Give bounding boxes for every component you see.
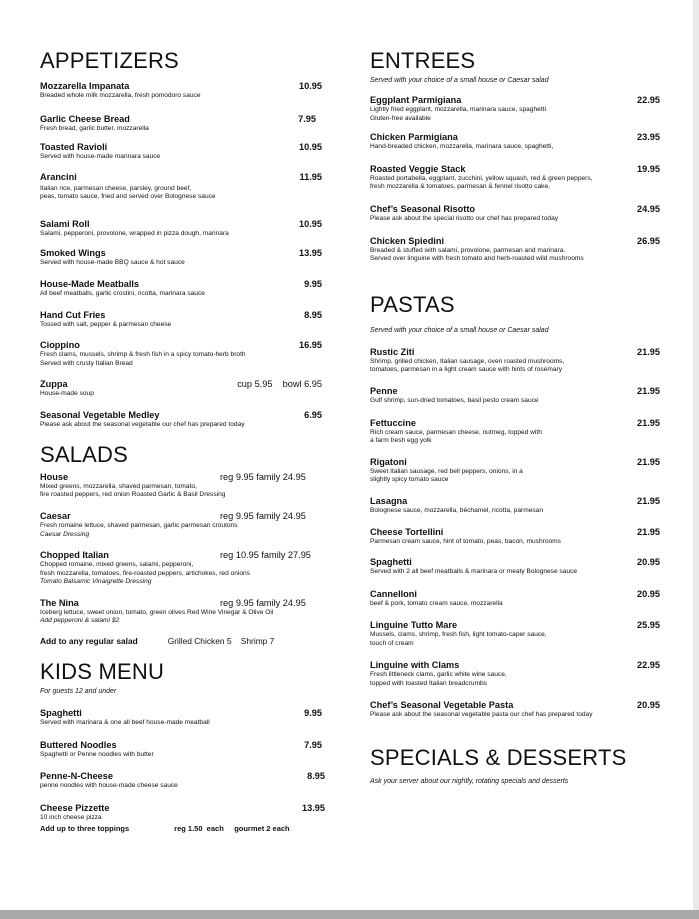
item-description: beef & pork, tomato cream sauce, mozzarella [370, 599, 503, 607]
item-name: Chef’s Seasonal Vegetable Pasta [370, 699, 514, 710]
menu-item [40, 802, 330, 823]
item-price: 22.95 [637, 95, 660, 105]
menu-item [40, 80, 330, 101]
item-description: touch of cream [370, 639, 414, 647]
toppings-line [40, 824, 330, 834]
item-description: peas, tomato sauce, fried and served over Bolognese sauce [40, 193, 216, 201]
item-description: 10 inch cheese pizza [40, 813, 102, 821]
item-price: 21.95 [637, 456, 660, 467]
item-name: Chicken Parmigiana [370, 132, 458, 143]
item-description: Mixed greens, mozzarella, shaved parmesan, tomato, [40, 482, 197, 490]
menu-item [40, 409, 330, 430]
item-description: Caesar Dressing [40, 530, 90, 538]
item-price: 16.95 [299, 340, 322, 351]
item-price: 7.95 [298, 113, 316, 124]
left-column [40, 48, 330, 834]
item-description: fresh mozzarella & tomatoes, parmesan & fennel risotto cake, [370, 183, 550, 191]
menu-item [370, 94, 660, 123]
item-description: Served over linguine with fresh tomato and herb-roasted wild mushrooms [370, 255, 584, 263]
addon-label: Add to any regular salad [40, 636, 138, 647]
item-price: 20.95 [637, 699, 660, 710]
item-description: Served with crusty Italian Bread [40, 359, 133, 367]
item-name: Spaghetti [370, 557, 412, 568]
menu-item [40, 113, 330, 134]
item-description: Chopped romaine, mixed greens, salami, pepperoni, [40, 561, 194, 569]
item-name: House [40, 471, 69, 482]
menu-item [370, 131, 660, 152]
menu-item [40, 141, 330, 162]
item-price: 10.95 [299, 81, 322, 91]
menu-item [370, 588, 660, 609]
item-name: Chef’s Seasonal Risotto [370, 203, 475, 214]
item-price: 25.95 [637, 620, 660, 631]
menu-item [40, 309, 330, 330]
menu-item [370, 235, 660, 264]
menu-item [40, 471, 330, 500]
item-description: fire roasted peppers, red onion Roasted Garlic & Basil Dressing [40, 491, 226, 499]
item-price: 26.95 [637, 235, 660, 246]
item-price: reg 9.95 family 24.95 [220, 597, 306, 608]
item-description: Rich cream sauce, parmesan cheese, nutmeg, topped with [370, 428, 542, 436]
salad-addon [40, 636, 330, 647]
menu-item [370, 526, 660, 547]
toppings-label: Add up to three toppings [40, 824, 130, 834]
item-description: Fresh clams, mussels, shrimp & fresh fish in a spicy tomato-herb broth [40, 351, 246, 359]
item-price: 19.95 [637, 163, 660, 174]
menu-item [40, 707, 330, 728]
pastas-list [370, 346, 660, 720]
menu-item [40, 218, 330, 239]
item-price: 23.95 [637, 132, 660, 143]
menu-item [370, 385, 660, 406]
menu-item [40, 770, 330, 791]
item-description: Italian rice, parmesan cheese, parsley, ground beef, [40, 184, 192, 192]
item-description: Gluten-free available [370, 114, 431, 122]
item-description: slightly spicy tomato sauce [370, 476, 449, 484]
item-name: Mozzarella Impanata [40, 81, 130, 91]
item-price: 6.95 [304, 410, 322, 421]
item-price: 21.95 [637, 526, 660, 537]
item-price: 8.95 [304, 309, 322, 320]
item-description: Add pepperoni & salami $2 [40, 617, 120, 625]
item-description: Breaded whole milk mozzarella, fresh pomodoro sauce [40, 92, 201, 99]
item-price: cup 5.95 bowl 6.95 [237, 378, 322, 389]
menu-item [40, 171, 330, 202]
item-description: Shrimp, grilled chicken, Italian sausage, oven roasted mushrooms, [370, 357, 565, 365]
item-price: 21.95 [637, 385, 660, 396]
item-description: House-made soup [40, 389, 94, 397]
menu-item [370, 456, 660, 485]
item-name: Zuppa [40, 378, 68, 389]
menu-item [370, 203, 660, 224]
item-name: Linguine with Clams [370, 660, 460, 671]
item-name: House-Made Meatballs [40, 279, 140, 290]
item-description: Hand-breaded chicken, mozzarella, marinara sauce, spaghetti, [370, 143, 554, 151]
item-description: Please ask about the seasonal vegetable our chef has prepared today [40, 421, 245, 429]
menu-item [370, 163, 660, 192]
item-price: 10.95 [299, 218, 322, 229]
item-description: fresh mozzarella, tomatoes, fire-roasted peppers, artichokes, red onions [40, 569, 251, 577]
menu-item [40, 510, 330, 539]
item-price: 21.95 [637, 346, 660, 357]
page-edge [693, 0, 699, 919]
appetizers-heading: APPETIZERS [40, 48, 179, 73]
item-name: Buttered Noodles [40, 739, 117, 750]
kids-menu-heading: KIDS MENU [40, 659, 165, 685]
item-name: Chopped Italian [40, 550, 109, 561]
item-name: Chicken Spiedini [370, 235, 445, 246]
entrees-list [370, 94, 660, 264]
salads-list [40, 471, 330, 647]
item-description: Fresh romaine lettuce, shaved parmesan, garlic parmesan croutons [40, 521, 238, 529]
item-name: Penne [370, 385, 398, 396]
item-description: Tossed with salt, pepper & parmesan cheese [40, 320, 172, 328]
item-name: Caesar [40, 510, 71, 521]
menu-item [40, 247, 330, 268]
item-name: Cheese Pizzette [40, 802, 110, 813]
item-name: Fettuccine [370, 417, 416, 428]
item-description: Breaded & stuffed with salami, provolone, parmesan and marinara. [370, 246, 566, 254]
item-price: 21.95 [637, 495, 660, 506]
item-description: Lightly fried eggplant, mozzarella, marinara sauce, spaghetti [370, 106, 546, 113]
item-description: Served with 2 all beef meatballs & marinara or meaty Bolognese sauce [370, 568, 578, 576]
menu-item [370, 417, 660, 446]
entrees-heading: ENTREES [370, 48, 476, 73]
item-description: Please ask about the special risotto our chef has prepared today [370, 214, 559, 222]
menu-item [40, 739, 330, 760]
item-name: Spaghetti [40, 708, 82, 719]
kids-menu-note: For guests 12 and under [40, 688, 117, 696]
item-name: Lasagna [370, 495, 408, 506]
pastas-note: Served with your choice of a small house or Caesar salad [370, 326, 549, 334]
item-name: Cannelloni [370, 588, 417, 599]
item-name: Cioppino [40, 340, 80, 351]
item-name: Garlic Cheese Bread [40, 113, 130, 124]
menu-item [370, 495, 660, 516]
menu-item [370, 619, 660, 648]
item-price: 10.95 [299, 142, 322, 153]
item-description: Served with house-made BBQ sauce & hot sauce [40, 258, 185, 266]
menu-item [370, 699, 660, 720]
item-price: 20.95 [637, 588, 660, 599]
menu-item [40, 597, 330, 626]
menu-item [40, 549, 330, 587]
right-column [370, 48, 660, 787]
item-description: tomatoes, parmesan in a light cream sauce with hints of rosemary [370, 366, 563, 374]
item-description: a farm fresh egg yolk [370, 437, 432, 445]
salads-heading: SALADS [40, 441, 129, 467]
item-description: Fresh bread, garlic butter, mozzarella [40, 124, 149, 132]
item-name: Rustic Ziti [370, 346, 415, 357]
item-description: Iceberg lettuce, sweet onion, tomato, green olives Red Wine Vinegar & Olive Oil [40, 608, 274, 616]
item-price: 20.95 [637, 557, 660, 568]
item-description: Bolognese sauce, mozzarella, béchamel, ricotta, parmesan [370, 506, 543, 514]
item-description: All beef meatballs, garlic crostini, ricotta, marinara sauce [40, 290, 205, 298]
item-description: Please ask about the seasonal vegetable pasta our chef has prepared today [370, 710, 593, 718]
item-name: Arancini [40, 171, 77, 182]
specials-note: Ask your server about our nightly, rotating specials and desserts [370, 778, 569, 786]
specials-desserts-heading: SPECIALS & DESSERTS [370, 745, 627, 771]
item-price: 21.95 [637, 417, 660, 428]
entrees-note: Served with your choice of a small house or Caesar salad [370, 77, 549, 84]
item-description: Sweet Italian sausage, red bell peppers, onions, in a [370, 467, 523, 475]
item-description: topped with toasted Italian breadcrumbs [370, 680, 487, 688]
page-bottom-bar [0, 910, 699, 919]
item-name: Seasonal Vegetable Medley [40, 410, 160, 421]
item-name: Linguine Tutto Mare [370, 620, 458, 631]
item-name: Rigatoni [370, 456, 407, 467]
item-description: Salami, pepperoni, provolone, wrapped in pizza dough, marinara [40, 229, 229, 237]
appetizers-list [40, 80, 330, 430]
menu-item [40, 339, 330, 368]
toppings-prices: reg 1.50 each gourmet 2 each [174, 824, 290, 834]
item-name: Eggplant Parmigiana [370, 95, 462, 105]
item-name: Penne-N-Cheese [40, 771, 114, 782]
item-name: Toasted Ravioli [40, 142, 108, 153]
menu-item [370, 346, 660, 375]
item-name: Salami Roll [40, 218, 90, 229]
item-description: Tomato Balsamic Vinaigrette Dressing [40, 578, 152, 586]
item-name: Cheese Tortellini [370, 526, 444, 537]
item-description: Roasted portabella, eggplant, zucchini, yellow squash, red & green peppers, [370, 174, 593, 182]
item-price: 11.95 [299, 171, 322, 182]
item-price: 7.95 [304, 739, 322, 750]
kids-list [40, 707, 330, 834]
pastas-heading: PASTAS [370, 291, 455, 317]
menu-item [40, 378, 330, 399]
item-price: reg 10.95 family 27.95 [220, 550, 311, 561]
item-price: 9.95 [304, 708, 322, 719]
item-price: 13.95 [302, 802, 325, 813]
item-name: Roasted Veggie Stack [370, 163, 466, 174]
item-description: penne noodles with house-made cheese sauce [40, 782, 178, 790]
item-price: 13.95 [299, 247, 322, 258]
item-description: Spaghetti or Penne noodles with butter [40, 750, 154, 758]
item-description: Served with house-made marinara sauce [40, 153, 161, 161]
menu-item [40, 278, 330, 299]
item-name: Smoked Wings [40, 247, 106, 258]
item-price: 22.95 [637, 660, 660, 671]
menu-item [370, 659, 660, 688]
item-price: 9.95 [304, 279, 322, 290]
addon-options: Grilled Chicken 5 Shrimp 7 [167, 636, 275, 647]
item-name: Hand Cut Fries [40, 309, 106, 320]
item-description: Mussels, clams, shrimp, fresh fish, light tomato-caper sauce, [370, 631, 547, 639]
item-description: Fresh littleneck clams, garlic white wine sauce, [370, 671, 507, 679]
item-description: Gulf shrimp, sun-dried tomatoes, basil pesto cream sauce [370, 396, 539, 404]
item-description: Parmesan cream sauce, hint of tomato, peas, bacon, mushrooms [370, 537, 561, 545]
item-price: 8.95 [307, 771, 325, 782]
item-price: reg 9.95 family 24.95 [220, 471, 306, 482]
menu-item [370, 556, 660, 577]
item-price: 24.95 [637, 203, 660, 214]
item-price: reg 9.95 family 24.95 [220, 510, 306, 521]
item-description: Served with marinara & one all beef house-made meatball [40, 719, 210, 727]
item-name: The Nina [40, 597, 79, 608]
